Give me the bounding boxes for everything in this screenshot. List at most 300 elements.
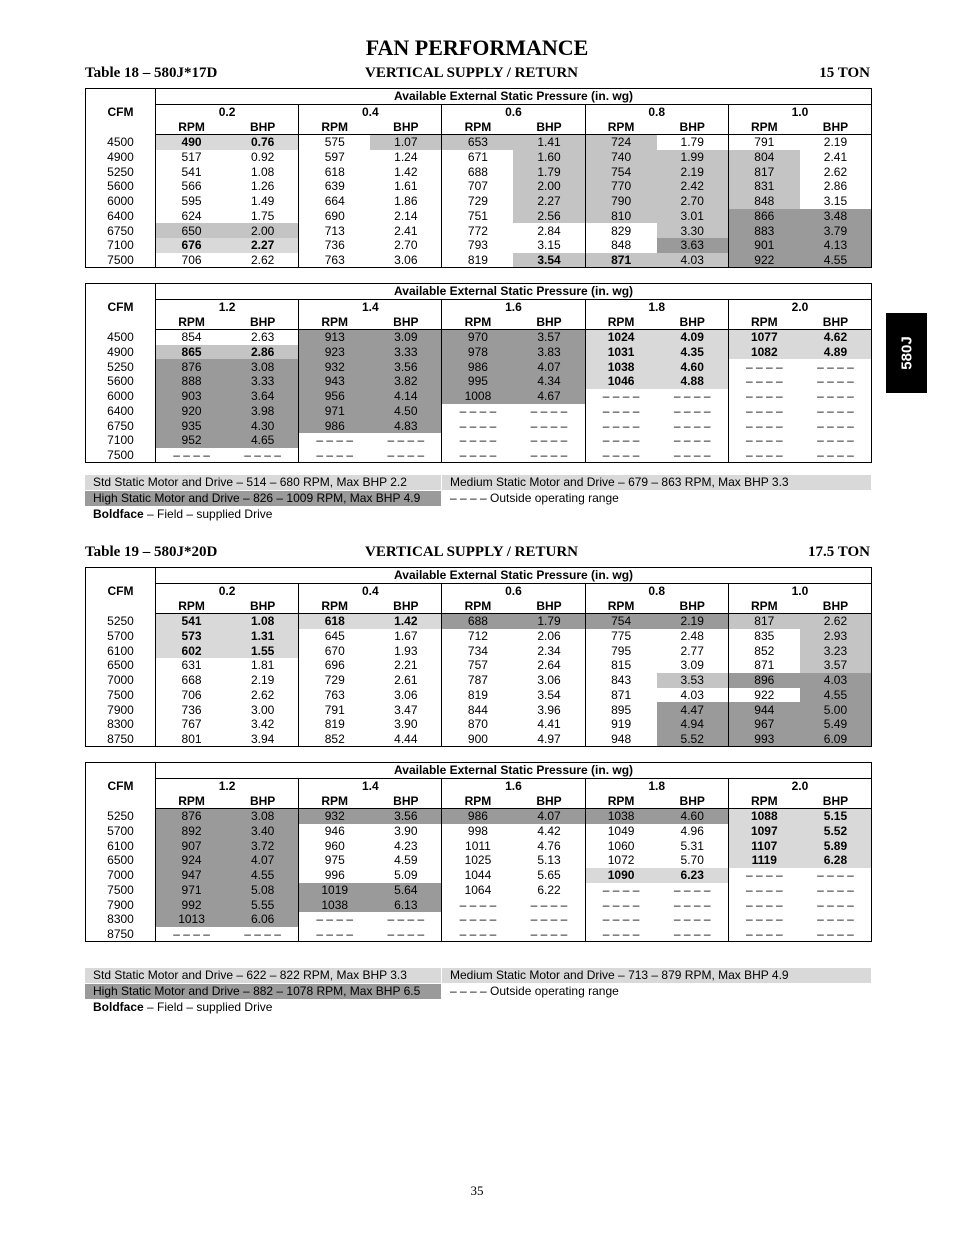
bhp-value: 1.75	[250, 208, 275, 223]
boldface-text: – Field – supplied Drive	[143, 507, 273, 521]
pressure-value: 0.6	[442, 583, 585, 598]
rpm-value: 1008	[442, 389, 514, 404]
rpm-value: 713	[299, 223, 371, 238]
table-row	[86, 883, 872, 898]
table-row	[86, 868, 872, 883]
bhp-value: 4.89	[800, 345, 872, 360]
bhp-value: 2.42	[657, 179, 729, 194]
pressure-value: 1.0	[728, 583, 871, 598]
cfm-header: CFM	[86, 763, 156, 809]
rpm-value: 844	[442, 702, 514, 717]
bhp-value: 6.13	[370, 897, 442, 912]
rpm-value: – – – –	[442, 418, 514, 433]
table-18-legend	[85, 475, 871, 525]
rpm-value: 831	[728, 179, 800, 194]
cfm-value: 6750	[86, 223, 156, 238]
bhp-header: BHP	[800, 119, 872, 134]
bhp-value: – – – –	[673, 882, 711, 897]
bhp-value: – – – –	[817, 359, 854, 374]
bhp-value: 2.34	[537, 643, 561, 658]
bhp-value: 3.06	[394, 687, 418, 702]
rpm-value: 801	[181, 731, 202, 746]
table-19-heading	[85, 544, 870, 562]
table-row	[86, 658, 872, 673]
legend-outside: – – – – Outside operating range	[450, 984, 619, 998]
bhp-header: BHP	[227, 598, 299, 613]
bhp-value: 2.62	[823, 164, 848, 179]
bhp-value: 3.54	[513, 253, 585, 268]
table-row	[86, 223, 872, 238]
bhp-value: 1.67	[394, 629, 418, 644]
rpm-value: 896	[728, 673, 800, 688]
legend-medium: Medium Static Motor and Drive – 713 – 879 RPM, Max BHP 4.9	[442, 968, 871, 983]
rpm-value: 947	[156, 868, 228, 883]
rpm-value: 865	[156, 345, 228, 360]
pressure-value: 1.8	[585, 778, 728, 793]
bhp-value: – – – –	[530, 403, 568, 418]
rpm-value: 595	[181, 194, 202, 209]
pressure-header: Available External Static Pressure (in. wg)	[156, 568, 872, 584]
rpm-value: 883	[728, 223, 800, 238]
rpm-value: 1119	[728, 853, 800, 868]
bhp-value: 3.08	[227, 809, 299, 824]
bhp-value: 3.90	[394, 824, 418, 839]
bhp-value: – – – –	[673, 912, 711, 927]
table-row	[86, 809, 872, 824]
bhp-value: 2.64	[537, 658, 561, 673]
table-row	[86, 912, 872, 927]
rpm-value: 948	[585, 732, 657, 747]
bhp-value: 3.15	[537, 238, 561, 253]
bhp-value: 1.79	[513, 164, 585, 179]
rpm-value: 888	[156, 374, 228, 389]
bhp-value: 4.13	[800, 238, 872, 253]
cfm-value: 5700	[86, 629, 156, 644]
cfm-value: 7900	[86, 897, 156, 912]
bhp-value: 2.56	[513, 209, 585, 224]
rpm-value: 804	[728, 150, 800, 165]
rpm-value: 978	[442, 345, 514, 360]
rpm-value: 566	[181, 179, 202, 194]
cfm-value: 5250	[86, 614, 156, 629]
bhp-value: 1.08	[227, 614, 299, 629]
cfm-value: 8300	[86, 912, 156, 927]
bhp-value: 4.30	[227, 418, 299, 433]
cfm-value: 4500	[86, 135, 156, 150]
rpm-value: 1064	[442, 883, 514, 898]
bhp-value: 4.03	[800, 673, 872, 688]
rpm-value: 575	[299, 135, 371, 150]
cfm-header: CFM	[86, 89, 156, 135]
bhp-value: 4.55	[800, 688, 872, 703]
rpm-value: 757	[442, 658, 514, 673]
pressure-value: 2.0	[728, 778, 871, 793]
rpm-value: 835	[728, 629, 800, 644]
rpm-value: 696	[299, 658, 371, 673]
bhp-value: – – – –	[530, 912, 568, 927]
side-tab-label: 580J	[898, 336, 915, 370]
boldface-text: – Field – supplied Drive	[143, 1000, 273, 1014]
bhp-value: 4.41	[537, 717, 561, 732]
rpm-value: 751	[442, 209, 514, 224]
bhp-value: – – – –	[530, 433, 568, 448]
bhp-header: BHP	[657, 119, 729, 134]
boldface-word: Boldface	[93, 507, 144, 521]
rpm-value: 688	[442, 164, 514, 179]
bhp-value: 2.19	[657, 164, 729, 179]
bhp-value: 3.57	[513, 330, 585, 345]
rpm-value: 871	[728, 658, 800, 673]
table-row	[86, 253, 872, 268]
bhp-value: 1.55	[227, 643, 299, 658]
legend-high: High Static Motor and Drive – 882 – 1078 RPM, Max BHP 6.5	[85, 984, 441, 999]
rpm-value: 919	[585, 717, 657, 732]
pressure-value: 0.6	[442, 104, 585, 119]
rpm-value: 490	[156, 135, 228, 150]
rpm-value: – – – –	[442, 927, 514, 942]
pressure-value: 1.6	[442, 299, 585, 314]
table-19-tonnage: 17.5 TON	[808, 544, 870, 560]
rpm-value: 819	[299, 717, 371, 732]
rpm-value: 736	[299, 238, 371, 253]
rpm-value: 993	[728, 732, 800, 747]
bhp-value: 4.65	[227, 433, 299, 448]
rpm-value: 903	[156, 389, 228, 404]
bhp-value: 6.09	[800, 732, 872, 747]
rpm-header: RPM	[442, 119, 514, 134]
bhp-value: 3.15	[823, 194, 848, 209]
bhp-value: – – – –	[673, 389, 711, 404]
table-row	[86, 838, 872, 853]
rpm-value: 624	[181, 208, 202, 223]
table-row	[86, 209, 872, 224]
cfm-value: 7500	[86, 688, 156, 703]
bhp-value: 3.08	[227, 359, 299, 374]
bhp-value: 3.01	[657, 209, 729, 224]
rpm-value: – – – –	[173, 926, 210, 941]
rpm-value: – – – –	[585, 927, 657, 942]
table-row	[86, 448, 872, 463]
bhp-value: 6.23	[657, 868, 729, 883]
cfm-value: 7900	[86, 702, 156, 717]
rpm-value: 817	[728, 164, 800, 179]
cfm-value: 6750	[86, 418, 156, 433]
bhp-value: 1.86	[394, 194, 418, 209]
bhp-value: – – – –	[530, 447, 568, 462]
bhp-value: 4.35	[657, 345, 729, 360]
bhp-value: 3.56	[370, 809, 442, 824]
bhp-value: 5.15	[800, 809, 872, 824]
pressure-value: 1.2	[218, 300, 236, 315]
table-row	[86, 374, 872, 389]
cfm-value: 6100	[86, 643, 156, 658]
rpm-header: RPM	[585, 119, 657, 134]
pressure-value: 0.2	[218, 105, 236, 120]
bhp-header: BHP	[657, 314, 729, 329]
rpm-header: RPM	[442, 314, 514, 329]
bhp-value: 4.07	[513, 809, 585, 824]
bhp-value: 2.27	[513, 194, 585, 209]
bhp-value: 3.30	[657, 223, 729, 238]
rpm-value: 1082	[728, 345, 800, 360]
cfm-value: 5700	[86, 824, 156, 839]
rpm-value: 907	[156, 838, 228, 853]
bhp-value: 1.79	[513, 614, 585, 629]
bhp-value: 5.49	[800, 717, 872, 732]
bhp-value: 4.07	[227, 853, 299, 868]
rpm-value: 967	[728, 717, 800, 732]
table-row	[86, 404, 872, 419]
bhp-value: 1.26	[250, 179, 275, 194]
bhp-value: 2.00	[513, 179, 585, 194]
rpm-header: RPM	[156, 314, 228, 329]
rpm-header: RPM	[585, 793, 657, 808]
rpm-value: 791	[728, 135, 800, 150]
rpm-value: 770	[585, 179, 657, 194]
bhp-value: 2.93	[800, 629, 872, 644]
rpm-value: 793	[442, 238, 514, 253]
boldface-word: Boldface	[93, 1000, 144, 1014]
bhp-value: 2.27	[227, 238, 299, 253]
rpm-value: 1090	[585, 868, 657, 883]
bhp-value: 1.81	[250, 658, 275, 673]
cfm-value: 8750	[86, 927, 156, 942]
table-row	[86, 330, 872, 345]
table-row	[86, 135, 872, 150]
bhp-value: 3.57	[800, 658, 872, 673]
rpm-value: 992	[156, 897, 228, 912]
cfm-value: 6500	[86, 853, 156, 868]
pressure-value: 0.4	[299, 104, 442, 119]
bhp-value: 0.76	[227, 135, 299, 150]
rpm-value: 1011	[442, 838, 514, 853]
bhp-value: 4.47	[657, 702, 729, 717]
rpm-value: 943	[299, 374, 371, 389]
bhp-value: 5.89	[800, 838, 872, 853]
table-row	[86, 433, 872, 448]
rpm-value: 1072	[585, 853, 657, 868]
rpm-value: – – – –	[585, 897, 657, 912]
bhp-value: 4.03	[657, 253, 729, 268]
rpm-value: – – – –	[728, 359, 800, 374]
rpm-value: 645	[299, 629, 371, 644]
rpm-value: 517	[181, 150, 202, 165]
table-row	[86, 194, 872, 209]
pressure-header: Available External Static Pressure (in. wg)	[156, 763, 872, 779]
cfm-value: 5250	[86, 809, 156, 824]
bhp-value: – – – –	[817, 389, 854, 404]
rpm-value: 1097	[728, 824, 800, 839]
bhp-header: BHP	[370, 793, 442, 808]
table-row	[86, 389, 872, 404]
bhp-value: 3.09	[680, 658, 704, 673]
bhp-value: 2.62	[250, 252, 275, 267]
rpm-value: 1038	[585, 359, 657, 374]
bhp-value: 2.21	[394, 658, 418, 673]
rpm-value: 922	[728, 688, 800, 703]
bhp-value: 3.83	[513, 345, 585, 360]
bhp-value: – – – –	[530, 897, 568, 912]
bhp-value: 3.06	[537, 673, 561, 688]
rpm-value: 706	[181, 687, 202, 702]
table-19-orientation: VERTICAL SUPPLY / RETURN	[365, 544, 578, 560]
rpm-value: 602	[156, 643, 228, 658]
bhp-value: 1.42	[394, 164, 418, 179]
rpm-header: RPM	[728, 598, 800, 613]
rpm-header: RPM	[299, 793, 371, 808]
bhp-value: 3.00	[250, 702, 275, 717]
rpm-value: – – – –	[585, 418, 657, 433]
rpm-value: 932	[299, 809, 371, 824]
rpm-value: 706	[181, 252, 202, 267]
bhp-value: 1.42	[370, 614, 442, 629]
bhp-value: 5.09	[394, 868, 418, 883]
rpm-value: 866	[728, 209, 800, 224]
rpm-value: – – – –	[442, 897, 514, 912]
bhp-value: 3.79	[800, 223, 872, 238]
bhp-value: 1.08	[250, 164, 275, 179]
rpm-value: – – – –	[728, 897, 800, 912]
rpm-header: RPM	[156, 119, 228, 134]
rpm-value: 852	[299, 732, 371, 747]
rpm-value: – – – –	[173, 447, 210, 462]
bhp-value: 4.34	[513, 374, 585, 389]
table-18-name: Table 18 – 580J*17D	[85, 65, 218, 81]
bhp-header: BHP	[800, 314, 872, 329]
rpm-value: 670	[299, 643, 371, 658]
bhp-value: 5.08	[227, 883, 299, 898]
rpm-value: 986	[442, 809, 514, 824]
rpm-value: 1025	[442, 853, 514, 868]
rpm-value: 671	[442, 150, 514, 165]
rpm-value: 712	[442, 629, 514, 644]
rpm-value: 922	[728, 253, 800, 268]
bhp-value: 4.23	[394, 838, 418, 853]
rpm-value: 829	[585, 223, 657, 238]
rpm-value: – – – –	[728, 374, 800, 389]
rpm-header: RPM	[156, 793, 228, 808]
bhp-value: – – – –	[244, 926, 281, 941]
legend-std: Std Static Motor and Drive – 622 – 822 RPM, Max BHP 3.3	[85, 968, 441, 983]
bhp-value: 4.59	[394, 853, 418, 868]
bhp-value: 5.64	[370, 883, 442, 898]
bhp-header: BHP	[227, 119, 299, 134]
pressure-header: Available External Static Pressure (in. wg)	[156, 284, 872, 300]
bhp-value: – – – –	[817, 926, 854, 941]
rpm-value: 754	[585, 164, 657, 179]
table-row	[86, 643, 872, 658]
bhp-value: 5.00	[800, 702, 872, 717]
table-18-block-2	[85, 283, 872, 463]
bhp-value: 3.53	[657, 673, 729, 688]
bhp-value: 3.94	[250, 731, 275, 746]
cfm-value: 4500	[86, 330, 156, 345]
cfm-value: 8750	[86, 732, 156, 747]
bhp-value: 3.42	[250, 717, 275, 732]
rpm-value: 688	[442, 614, 514, 629]
rpm-value: 935	[156, 418, 228, 433]
rpm-value: 1060	[585, 838, 657, 853]
bhp-header: BHP	[657, 793, 729, 808]
bhp-value: 5.55	[227, 897, 299, 912]
bhp-value: 3.09	[370, 330, 442, 345]
bhp-value: 4.60	[657, 809, 729, 824]
table-18-tonnage: 15 TON	[819, 65, 870, 81]
rpm-header: RPM	[728, 314, 800, 329]
bhp-value: – – – –	[817, 882, 854, 897]
rpm-value: 734	[442, 643, 514, 658]
legend-boldface	[85, 1000, 485, 1015]
pressure-value: 1.4	[299, 299, 442, 314]
rpm-value: 843	[585, 673, 657, 688]
bhp-value: – – – –	[673, 926, 711, 941]
rpm-value: 763	[299, 253, 371, 268]
cfm-value: 7500	[86, 883, 156, 898]
cfm-value: 5600	[86, 374, 156, 389]
rpm-value: – – – –	[728, 418, 800, 433]
cfm-value: 8300	[86, 717, 156, 732]
pressure-value: 1.4	[299, 778, 442, 793]
bhp-value: 5.13	[537, 853, 561, 868]
cfm-header: CFM	[86, 284, 156, 330]
bhp-value: 4.62	[800, 330, 872, 345]
bhp-value: 3.56	[370, 359, 442, 374]
rpm-value: 1046	[585, 374, 657, 389]
pressure-value: 2.0	[728, 299, 871, 314]
pressure-value: 0.4	[299, 583, 442, 598]
bhp-header: BHP	[227, 793, 299, 808]
bhp-value: 4.94	[657, 717, 729, 732]
bhp-value: 2.19	[823, 135, 848, 150]
rpm-value: 876	[156, 809, 228, 824]
bhp-value: 3.96	[537, 702, 561, 717]
bhp-value: 1.24	[394, 150, 418, 165]
legend-outside: – – – – Outside operating range	[450, 491, 619, 505]
rpm-value: – – – –	[585, 404, 657, 419]
rpm-value: – – – –	[299, 448, 371, 463]
table-19-block-1	[85, 567, 872, 747]
table-row	[86, 688, 872, 703]
rpm-value: 1088	[728, 809, 800, 824]
table-row	[86, 164, 872, 179]
rpm-value: 924	[156, 853, 228, 868]
table-row	[86, 717, 872, 732]
bhp-value: 2.86	[823, 179, 848, 194]
bhp-value: 1.49	[250, 194, 275, 209]
table-19-legend	[85, 968, 871, 1018]
bhp-value: – – – –	[817, 374, 854, 389]
cfm-value: 7000	[86, 673, 156, 688]
bhp-value: 3.54	[537, 687, 561, 702]
rpm-value: 724	[585, 135, 657, 150]
cfm-value: 5600	[86, 179, 156, 194]
rpm-value: 871	[585, 688, 657, 703]
rpm-value: 1038	[299, 897, 371, 912]
bhp-value: 2.00	[227, 223, 299, 238]
rpm-value: – – – –	[728, 433, 800, 448]
table-row	[86, 614, 872, 629]
bhp-value: 2.48	[680, 629, 704, 644]
bhp-value: 2.86	[227, 345, 299, 360]
rpm-value: – – – –	[585, 912, 657, 927]
rpm-value: 668	[181, 673, 202, 688]
table-row	[86, 673, 872, 688]
bhp-value: 2.70	[657, 194, 729, 209]
rpm-value: 932	[299, 359, 371, 374]
table-row	[86, 732, 872, 747]
bhp-value: 1.61	[394, 179, 418, 194]
rpm-header: RPM	[156, 598, 228, 613]
